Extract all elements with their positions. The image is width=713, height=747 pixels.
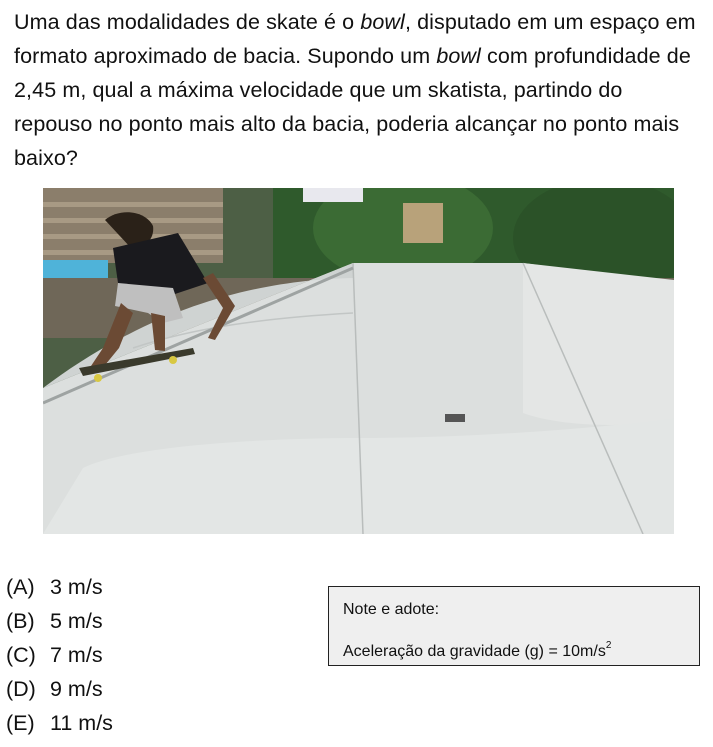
option-a[interactable]: [6, 570, 113, 604]
question-term-bowl: bowl: [360, 10, 405, 34]
note-text-line: [343, 633, 685, 665]
question-part-3: com profundidade de 2,45 m, qual a máxima velocidade que um skatista, partindo do repouso no ponto mais alto da bacia, poderia alcançar no ponto mais baixo?: [14, 44, 691, 170]
note-title: Note e adote:: [343, 601, 440, 618]
question-part-2: , disputado em um espaço em formato aproximado de bacia. Supondo um: [14, 10, 696, 68]
option-text: 11 m/s: [50, 711, 113, 735]
question-part-1: Uma das modalidades de skate é o: [14, 10, 361, 34]
note-exponent: 2: [605, 640, 612, 651]
option-e[interactable]: [6, 706, 113, 740]
answer-options: [6, 570, 113, 740]
question-text: [14, 5, 706, 175]
skate-bowl-photo: [43, 188, 674, 534]
option-c[interactable]: [6, 638, 113, 672]
option-text: 9 m/s: [50, 677, 103, 701]
option-letter: (E): [6, 711, 35, 735]
option-letter: (B): [6, 609, 35, 633]
option-text: 5 m/s: [50, 609, 103, 633]
note-box: [328, 586, 700, 666]
question-term-bowl-2: bowl: [436, 44, 481, 68]
option-text: 7 m/s: [50, 643, 103, 667]
option-letter: (A): [6, 575, 35, 599]
option-letter: (D): [6, 677, 36, 701]
option-letter: (C): [6, 643, 36, 667]
note-text: Aceleração da gravidade (g) = 10m/s: [343, 643, 606, 660]
option-text: 3 m/s: [50, 575, 103, 599]
option-b[interactable]: [6, 604, 113, 638]
option-d[interactable]: [6, 672, 113, 706]
